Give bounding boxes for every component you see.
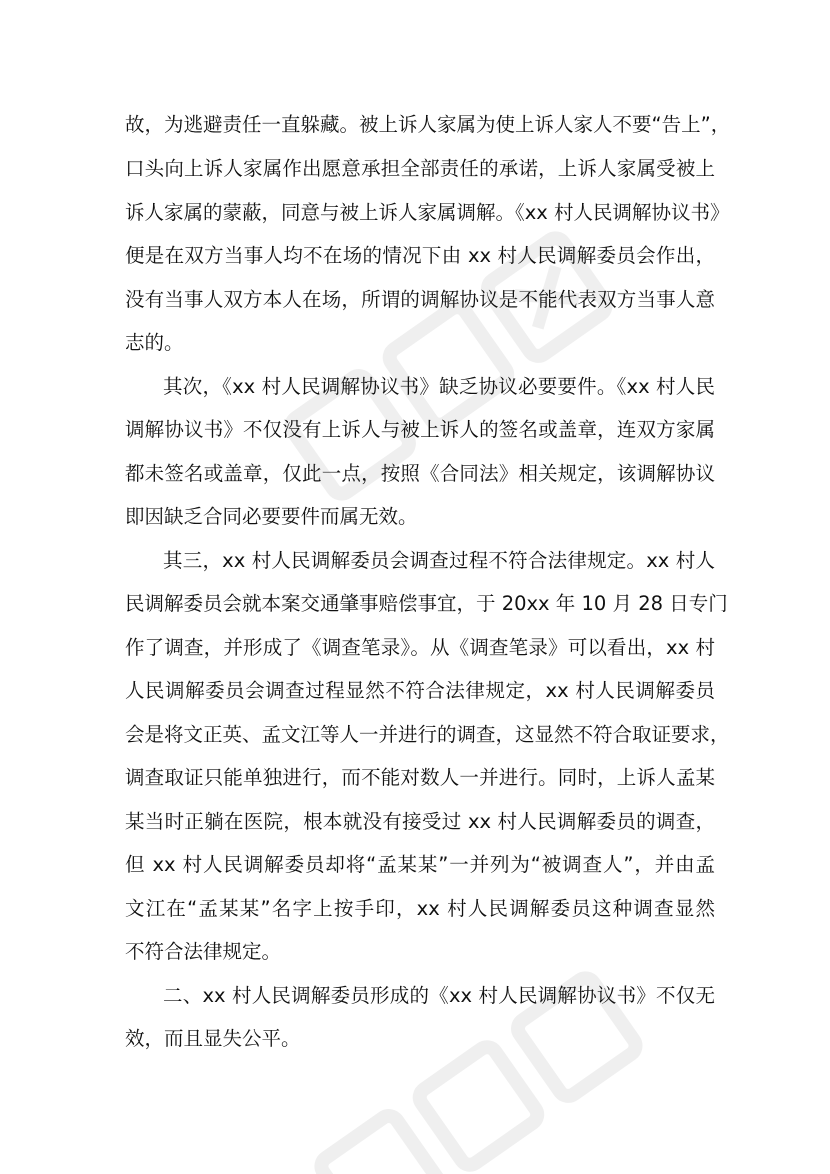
paragraph-line: 便是在双方当事人均不在场的情况下由 xx 村人民调解委员会作出， (125, 244, 715, 267)
paragraph-line: 口头向上诉人家属作出愿意承担全部责任的承诺，上诉人家属受被上 (125, 157, 715, 180)
paragraph-line: 不符合法律规定。 (125, 940, 282, 963)
paragraph-line: 但 xx 村人民调解委员却将“孟某某”一并列为“被调查人”，并由孟 (125, 853, 715, 876)
paragraph-line: 人民调解委员会调查过程显然不符合法律规定，xx 村人民调解委员 (125, 679, 715, 702)
paragraph-line: 都未签名或盖章，仅此一点，按照《合同法》相关规定，该调解协议 (125, 462, 715, 485)
paragraph-line: 没有当事人双方本人在场，所谓的调解协议是不能代表双方当事人意 (125, 288, 715, 311)
paragraph-line: 调解协议书》不仅没有上诉人与被上诉人的签名或盖章，连双方家属 (125, 418, 715, 441)
paragraph-line: 作了调查，并形成了《调查笔录》。从《调查笔录》可以看出，xx 村 (125, 636, 715, 659)
paragraph-line: 某当时正躺在医院，根本就没有接受过 xx 村人民调解委员的调查， (125, 810, 715, 833)
paragraph-line: 故，为逃避责任一直躲藏。被上诉人家属为使上诉人家人不要“告上”， (125, 113, 731, 136)
paragraph-line: 文江在“孟某某”名字上按手印，xx 村人民调解委员这种调查显然 (125, 897, 715, 920)
paragraph-line: 其次，《xx 村人民调解协议书》缺乏协议必要要件。《xx 村人民 (163, 375, 715, 398)
paragraph-line: 诉人家属的蒙蔽，同意与被上诉人家属调解。《xx 村人民调解协议书》 (125, 201, 730, 224)
paragraph-line: 民调解委员会就本案交通肇事赔偿事宜，于 20xx 年 10 月 28 日专门 (125, 592, 728, 615)
paragraph-line: 即因缺乏合同必要要件而属无效。 (125, 505, 418, 528)
paragraph-line: 二、xx 村人民调解委员形成的《xx 村人民调解协议书》不仅无 (163, 984, 715, 1007)
paragraph-line: 效，而且显失公平。 (125, 1027, 301, 1050)
paragraph-line: 其三，xx 村人民调解委员会调查过程不符合法律规定。xx 村人 (163, 549, 715, 572)
paragraph-line: 调查取证只能单独进行，而不能对数人一并进行。同时，上诉人孟某 (125, 766, 715, 789)
paragraph-line: 会是将文正英、孟文江等人一并进行的调查，这显然不符合取证要求， (125, 723, 730, 746)
paragraph-line: 志的。 (125, 331, 184, 354)
